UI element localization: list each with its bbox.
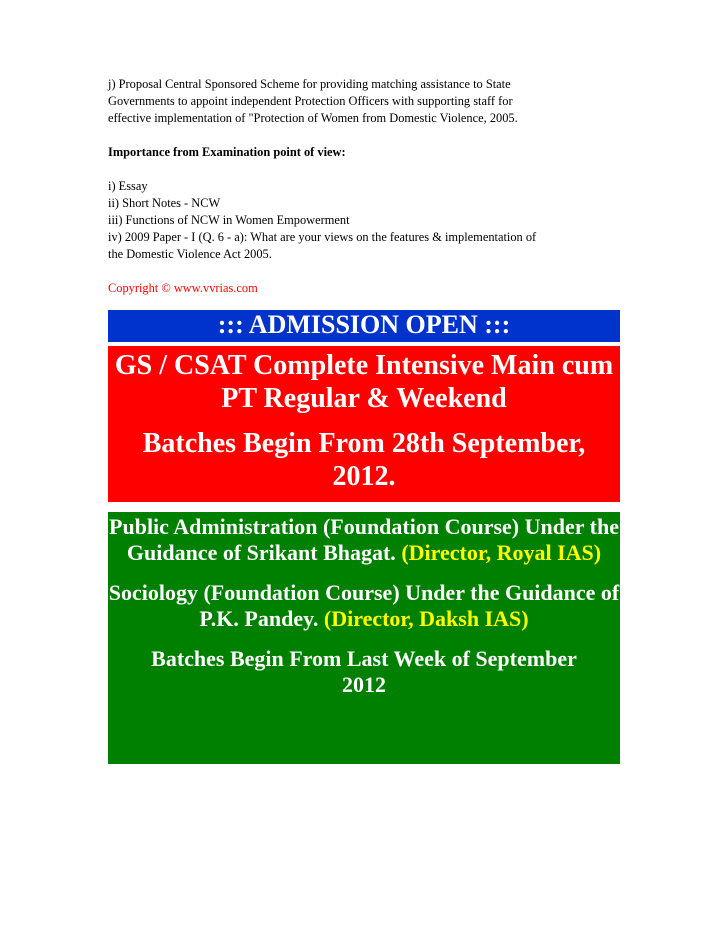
importance-item: ii) Short Notes - NCW xyxy=(108,196,221,210)
gs-batch-text xyxy=(108,427,620,493)
sociology-director: (Director, Daksh IAS) xyxy=(323,606,529,631)
copyright-link[interactable]: Copyright © www.vvrias.com xyxy=(108,281,258,295)
importance-heading: Importance from Examination point of view: xyxy=(108,145,346,159)
document-page xyxy=(108,76,623,764)
gs-banner-line: GS / CSAT Complete Intensive Main cum xyxy=(114,350,614,381)
sociology-course xyxy=(108,580,620,632)
importance-item: iv) 2009 Paper - I (Q. 6 - a): What are your views on the features & implementation of xyxy=(108,230,537,244)
paragraph-j xyxy=(108,76,623,127)
paragraph-j-line: Governments to appoint independent Protection Officers with supporting staff for xyxy=(108,94,513,108)
gs-banner-line: PT Regular & Weekend xyxy=(221,383,507,414)
green-batch-line: Batches Begin From Last Week of September xyxy=(151,646,577,671)
importance-item: iii) Functions of NCW in Women Empowerment xyxy=(108,213,350,227)
gs-batch-line: Batches Begin From 28th September, xyxy=(142,428,586,459)
importance-item: i) Essay xyxy=(108,179,148,193)
green-batch-line: 2012 xyxy=(342,672,386,697)
sociology-text: Sociology (Foundation Course) Under the Guidance of P.K. Pandey. xyxy=(108,580,620,631)
admission-open-banner: ::: ADMISSION OPEN ::: xyxy=(108,310,620,342)
importance-item: the Domestic Violence Act 2005. xyxy=(108,247,272,261)
gs-batch-line: 2012. xyxy=(332,461,396,492)
gs-csat-banner xyxy=(108,346,620,502)
paragraph-j-line: j) Proposal Central Sponsored Scheme for providing matching assistance to State xyxy=(108,77,511,91)
importance-list xyxy=(108,178,623,263)
green-batch-text xyxy=(108,646,620,698)
paragraph-j-line: effective implementation of "Protection of Women from Domestic Violence, 2005. xyxy=(108,111,518,125)
public-admin-director: (Director, Royal IAS) xyxy=(401,540,602,565)
public-admin-course xyxy=(100,512,628,566)
foundation-course-banner xyxy=(108,512,620,764)
public-admin-text: Public Administration (Foundation Course) Under the Guidance of Srikant Bhagat. xyxy=(109,514,619,565)
